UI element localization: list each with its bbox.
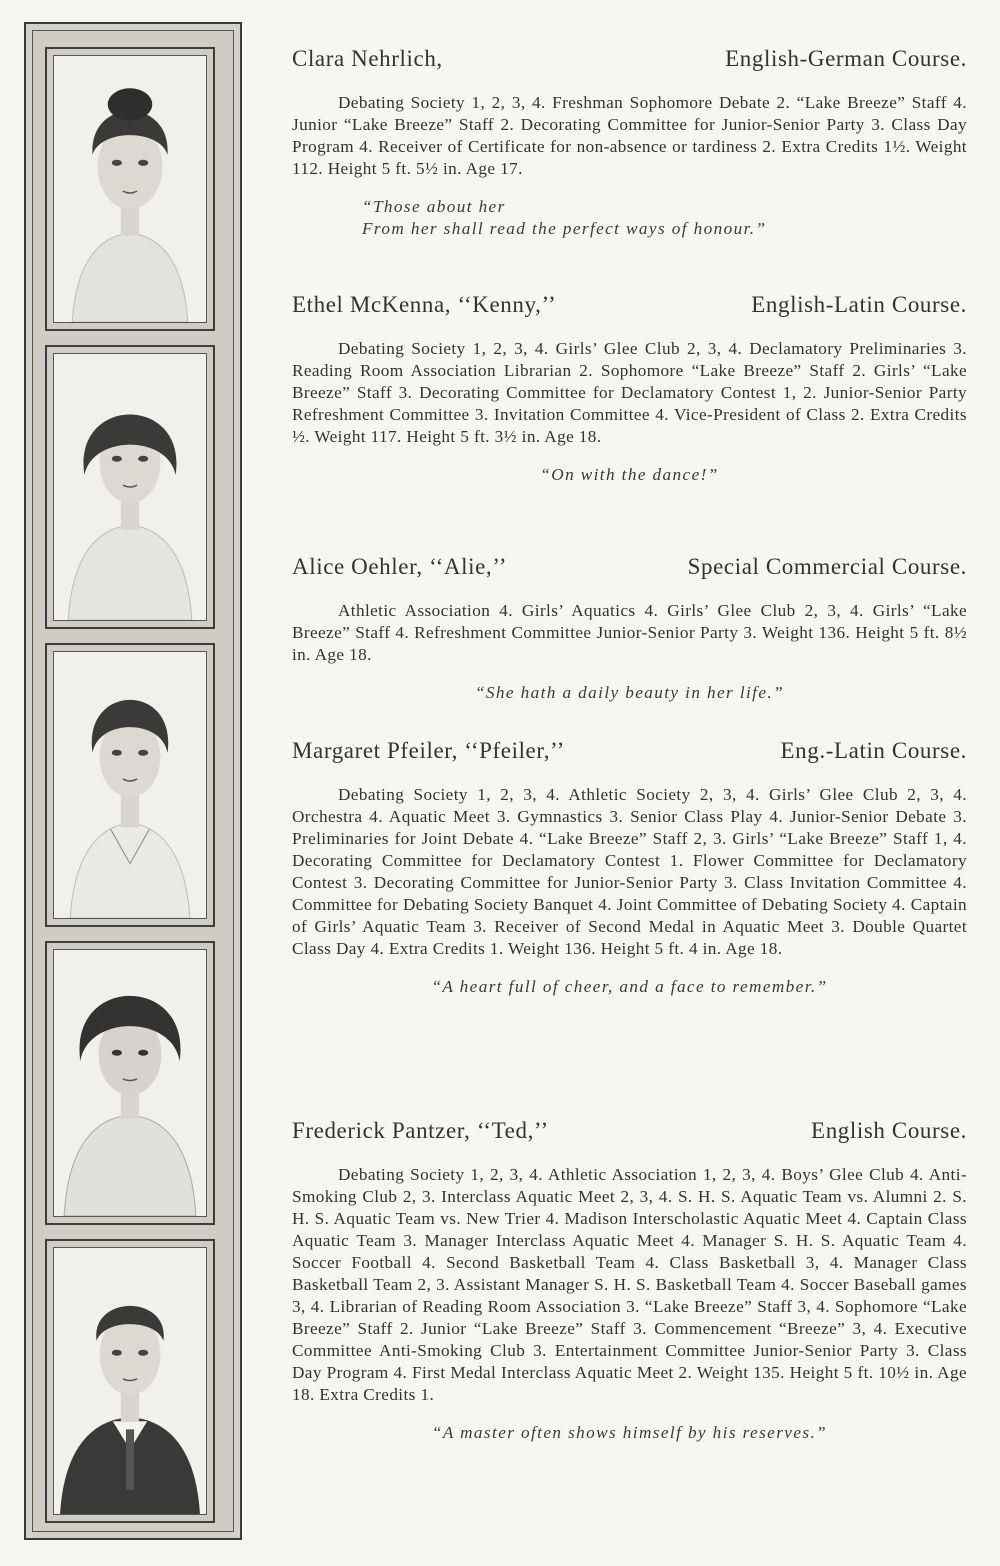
course-name: English-Latin Course. xyxy=(751,292,967,317)
course-name: English-German Course. xyxy=(725,46,967,71)
quote-line-2: From her shall read the perfect ways of honour.” xyxy=(362,219,767,238)
portrait-photo-5 xyxy=(53,1247,207,1515)
portrait-photo-1 xyxy=(53,55,207,323)
student-name: Clara Nehrlich, xyxy=(292,46,443,71)
student-name: Margaret Pfeiler, ‘‘Pfeiler,’’ xyxy=(292,738,565,763)
course-name: Eng.-Latin Course. xyxy=(780,738,967,763)
quote-line-1: “Those about her xyxy=(362,197,506,216)
portrait-frame-5 xyxy=(45,1239,215,1523)
quote: “She hath a daily beauty in her life.” xyxy=(474,683,785,702)
course-name: Special Commercial Course. xyxy=(687,554,967,579)
portrait-margaret-pfeiler xyxy=(54,950,206,1216)
activities-text: Debating Society 1, 2, 3, 4. Freshman Sophomore Debate 2. “Lake Breeze” Staff 4. Junior “Lake Breeze” Staff 2. Decorating Committee for Junior-Senior Party 3. Class Day Program 4. Receiver of Certificate for non-absence or tardiness 2. Extra Credits 1½. Weight 112. Height 5 ft. 5½ in. Age 17. xyxy=(292,93,967,178)
quote xyxy=(362,196,967,240)
portrait-clara-nehrlich xyxy=(54,56,206,322)
quote: “A heart full of cheer, and a face to remember.” xyxy=(431,977,828,996)
portrait-frame-3 xyxy=(45,643,215,927)
course-name: English Course. xyxy=(811,1118,967,1143)
activities-text: Debating Society 1, 2, 3, 4. Athletic Society 2, 3, 4. Girls’ Glee Club 2, 3, 4. Orchestra 4. Aquatic Meet 3. Gymnastics 3. Senior Class Play 4. Junior-Senior Debate 3. Preliminaries for Joint Debate 4. “Lake Breeze” Staff 2, 3. Girls’ “Lake Breeze” Staff 1, 4. Decorating Committee for Declamatory Contest 1. Flower Committee for Declamatory Contest 3. Decorating Committee for Junior-Senior Party 3. Class Invitation Committee 4. Committee for Debating Society Banquet 4. Joint Committee of Debating Society 4. Captain of Girls’ Aquatic Team 3. Receiver of Second Medal in Aquatic Meet 3. Double Quartet Class Day 4. Extra Credits 1. Weight 136. Height 5 ft. 4 in. Age 18. xyxy=(292,785,967,958)
entry-header xyxy=(292,554,967,586)
entry-header xyxy=(292,738,967,770)
portrait-ethel-mckenna xyxy=(54,354,206,620)
portrait-frame-1 xyxy=(45,47,215,331)
entry-header xyxy=(292,1118,967,1150)
entry-header xyxy=(292,46,967,78)
entry-clara-nehrlich xyxy=(292,46,967,240)
quote: “On with the dance!” xyxy=(540,465,719,484)
entry-margaret-pfeiler xyxy=(292,738,967,998)
portrait-photo-3 xyxy=(53,651,207,919)
student-name: Ethel McKenna, ‘‘Kenny,’’ xyxy=(292,292,557,317)
student-name: Frederick Pantzer, ‘‘Ted,’’ xyxy=(292,1118,549,1143)
portrait-column xyxy=(24,22,242,1540)
entry-header xyxy=(292,292,967,324)
student-name: Alice Oehler, ‘‘Alie,’’ xyxy=(292,554,508,579)
portrait-photo-2 xyxy=(53,353,207,621)
activities-text: Debating Society 1, 2, 3, 4. Girls’ Glee Club 2, 3, 4. Declamatory Preliminaries 3. Reading Room Association Librarian 2. Sophomore “Lake Breeze” Staff 2. Girls’ “Lake Breeze” Staff 3. Decorating Committee for Declamatory Contest 1, 2. Junior-Senior Party Refreshment Committee 3. Invitation Committee 4. Vice-President of Class 2. Extra Credits ½. Weight 117. Height 5 ft. 3½ in. Age 18. xyxy=(292,339,967,446)
portrait-frederick-pantzer xyxy=(54,1248,206,1514)
activities-text: Athletic Association 4. Girls’ Aquatics 4. Girls’ Glee Club 2, 3, 4. Girls’ “Lake Breeze” Staff 4. Refreshment Committee Junior-Senior Party 3. Weight 136. Height 5 ft. 8½ in. Age 18. xyxy=(292,601,967,664)
entry-alice-oehler xyxy=(292,554,967,704)
portrait-frame-4 xyxy=(45,941,215,1225)
portrait-frame-2 xyxy=(45,345,215,629)
portrait-photo-4 xyxy=(53,949,207,1217)
activities-text: Debating Society 1, 2, 3, 4. Athletic Association 1, 2, 3, 4. Boys’ Glee Club 4. Anti-Smoking Club 2, 3. Interclass Aquatic Meet 2, 3, 4. S. H. S. Aquatic Team vs. Alumni 2. S. H. S. Aquatic Team vs. New Trier 4. Madison Interscholastic Aquatic Meet 4. Captain Class Aquatic Team 3. Manager Interclass Aquatic Meet 4. Manager S. H. S. Aquatic Team 4. Soccer Football 4. Second Basketball Team 4. Class Basketball 3, 4. Manager Class Basketball Team 2, 3. Assistant Manager S. H. S. Basketball Team 4. Soccer Baseball games 3, 4. Librarian of Reading Room Association 3. “Lake Breeze” Staff 3, 4. Sophomore “Lake Breeze” Staff 2. Junior “Lake Breeze” Staff 3. Commencement “Breeze” 3, 4. Executive Committee Anti-Smoking Club 3. Entertainment Committee Junior-Senior Party 3. Class Day Program 4. First Medal Interclass Aquatic Meet 2. Weight 135. Height 5 ft. 10½ in. Age 18. Extra Credits 1. xyxy=(292,1165,967,1404)
portrait-alice-oehler xyxy=(54,652,206,918)
portrait-column-inner xyxy=(32,30,234,1532)
entry-frederick-pantzer xyxy=(292,1118,967,1444)
entry-ethel-mckenna xyxy=(292,292,967,486)
quote: “A master often shows himself by his reserves.” xyxy=(431,1423,828,1442)
